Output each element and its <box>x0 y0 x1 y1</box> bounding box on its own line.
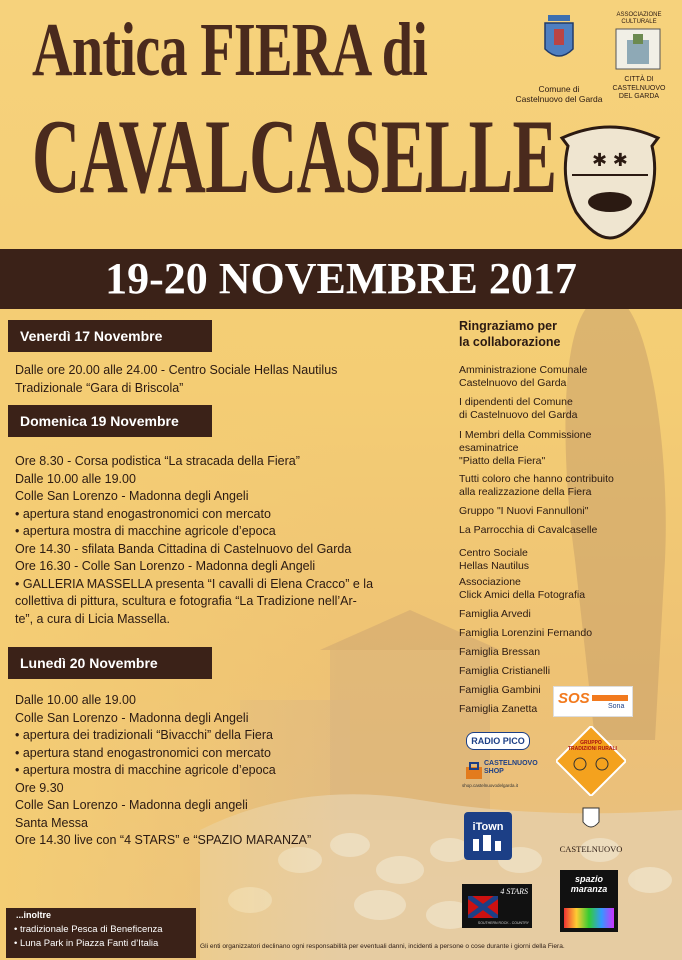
thanks-item: Amministrazione Comunale Castelnuovo del Garda <box>459 364 588 389</box>
four-stars-text: 4 STARS <box>500 887 528 896</box>
thanks-item: Famiglia Lorenzini Fernando <box>459 627 593 639</box>
thanks-item: Famiglia Cristianelli <box>459 665 551 677</box>
city-crest-icon <box>581 806 601 832</box>
thanks-item: Famiglia Bressan <box>459 646 541 658</box>
gruppo-text: GRUPPO TRADIZIONI RURALI <box>568 740 617 752</box>
gruppo-diamond-icon <box>556 726 626 796</box>
thanks-list <box>459 364 639 722</box>
castle-crest-icon <box>615 28 661 72</box>
section-body-domenica: Ore 8.30 - Corsa podistica “La stracada della Fiera” Dalle 10.00 alle 19.00 Colle San Lorenzo - Madonna degli Angeli • apertura stand enogastronomici con mercato • apertura mostra di macchine agricole d’epoca Ore 14.30 - sfilata Banda Cittadina di Castelnuovo del Garda Ore 16.30 - Colle San Lorenzo - Madonna degli Angeli • GALLERIA MASSELLA presenta “I cavalli di Elena Cracco” e la collettiva di pittura, scultura e fotografia “La Tradizione nell’Ar- te”, a cura di Licia Massella. <box>15 454 374 626</box>
disclaimer: Gli enti organizzatori declinano ogni responsabilità per eventuali danni, incidenti a persone o cose durante i giorni della Fiera. <box>200 943 565 950</box>
inoltre-heading: ...inoltre <box>16 910 52 920</box>
four-stars-sub: SOUTHERN ROCK - COUNTRY <box>477 921 529 925</box>
skyline-icon <box>469 833 507 851</box>
associazione-crest <box>615 28 661 77</box>
comune-caption: Comune di Castelnuovo del Garda <box>515 84 603 104</box>
gruppo-tradizioni-logo <box>556 726 626 796</box>
shield-icon <box>552 120 668 240</box>
associazione-bottom: CITTÀ DI CASTELNUOVO DEL GARDA <box>612 76 666 100</box>
spazio-maranza-text: spazio maranza <box>570 874 608 894</box>
citta-castelnuovo-logo <box>558 806 624 860</box>
thanks-item: La Parrocchia di Cavalcaselle <box>459 524 598 536</box>
shop-url: shop.castelnuovodelgarda.it <box>462 783 519 788</box>
inoltre-item-2: • Luna Park in Piazza Fanti d’Italia <box>14 938 159 949</box>
section-header-venerdi: Venerdì 17 Novembre <box>8 320 212 352</box>
thanks-item: Famiglia Gambini <box>459 684 541 696</box>
confederate-flag-icon <box>468 896 498 918</box>
section-header-domenica: Domenica 19 Novembre <box>8 405 212 437</box>
event-dates: 19-20 NOVEMBRE 2017 <box>105 254 577 303</box>
shop-bag-icon <box>464 761 484 781</box>
section-body-venerdi: Dalle ore 20.00 alle 24.00 - Centro Sociale Hellas Nautilus Tradizionale “Gara di Briscola” <box>15 363 338 395</box>
shop-name: CASTELNUOVO SHOP <box>484 760 538 775</box>
inoltre-item-1: • tradizionale Pesca di Beneficenza <box>14 924 163 935</box>
svg-text:✱ ✱: ✱ ✱ <box>592 150 628 171</box>
thanks-heading: Ringraziamo per la collaborazione <box>459 319 561 349</box>
thanks-item: I Membri della Commissione esaminatrice "Piatto della Fiera" <box>459 429 592 467</box>
cavalcaselle-shield <box>552 120 668 245</box>
thanks-item: Gruppo "I Nuovi Fannulloni" <box>459 505 589 517</box>
spazio-maranza-logo <box>560 870 618 932</box>
sos-logo-text: SOS <box>558 690 590 707</box>
castelnuovo-shop-logo <box>462 757 538 791</box>
thanks-item: Famiglia Zanetta <box>459 703 538 715</box>
section-header-lunedi: Lunedì 20 Novembre <box>8 647 212 679</box>
itown-text: iTown <box>472 821 504 833</box>
radio-pico-logo: RADIO PICO <box>466 732 530 750</box>
thanks-item: I dipendenti del Comune di Castelnuovo del Garda <box>459 396 578 421</box>
thanks-item: Associazione Click Amici della Fotografia <box>459 576 586 601</box>
sos-logo-sub: Sona <box>608 703 625 710</box>
title-line-1: Antica FIERA di <box>32 8 428 92</box>
associazione-top: ASSOCIAZIONE CULTURALE <box>616 12 662 25</box>
citta-castelnuovo-text: CASTELNUOVO <box>559 844 623 854</box>
sos-logo <box>553 686 633 717</box>
section-body-lunedi: Dalle 10.00 alle 19.00 Colle San Lorenzo - Madonna degli Angeli • apertura dei tradizionali “Bivacchi” della Fiera • apertura stand enogastronomici con mercato • apertura mostra di macchine agricole d’epoca Ore 9.30 Colle San Lorenzo - Madonna degli angeli Santa Messa Ore 14.30 live con “4 STARS” e “SPAZIO MARANZA” <box>15 693 312 847</box>
comune-crest <box>542 15 576 59</box>
comune-crest-icon <box>542 15 576 75</box>
thanks-item: Famiglia Arvedi <box>459 608 531 620</box>
itown-logo <box>464 812 512 860</box>
inoltre-box <box>6 908 196 958</box>
thanks-item: Centro Sociale Hellas Nautilus <box>459 547 530 572</box>
four-stars-logo <box>462 884 532 928</box>
title-line-2: CAVALCASELLE <box>32 98 557 215</box>
thanks-item: Tutti coloro che hanno contribuito alla realizzazione della Fiera <box>459 473 614 498</box>
